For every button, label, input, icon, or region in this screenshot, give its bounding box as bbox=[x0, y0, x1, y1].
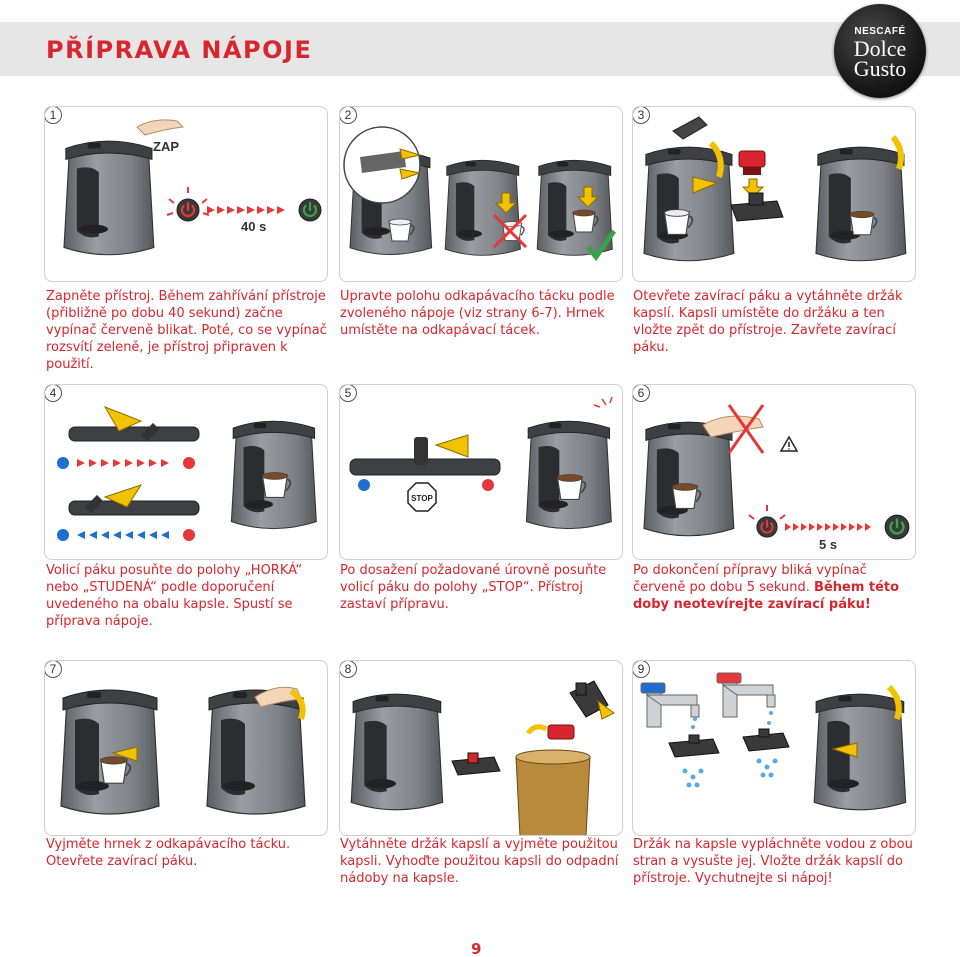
faucet-icon bbox=[717, 673, 775, 717]
machine-icon bbox=[351, 694, 442, 810]
step-number-2: 2 bbox=[339, 106, 357, 124]
used-capsule-icon bbox=[548, 725, 574, 739]
hot-indicator-icon bbox=[183, 529, 195, 541]
step-6-caption bbox=[633, 562, 917, 613]
faucet-icon bbox=[641, 683, 699, 727]
step-number-7: 7 bbox=[44, 660, 62, 678]
capsule-holder-icon bbox=[669, 729, 789, 757]
power-button-red-icon bbox=[749, 505, 785, 537]
step-9-caption: Držák na kapsle vypláchněte vodou z obou stran a vysušte jej. Vložte držák kapslí do přístroje. Vychutnejte si nápoj! bbox=[633, 837, 913, 886]
nescafe-dolce-gusto-logo bbox=[834, 4, 926, 98]
step-number-8: 8 bbox=[339, 660, 357, 678]
power-button-red-icon bbox=[167, 187, 209, 221]
arrow-icon bbox=[528, 727, 546, 733]
logo-line2: Gusto bbox=[853, 56, 907, 81]
on-label: ZAP bbox=[153, 139, 179, 154]
step-number-1: 1 bbox=[44, 106, 62, 124]
step-7-caption: Vyjměte hrnek z odkapávacího tácku. Otevřete zavírací páku. bbox=[46, 837, 291, 869]
step-number-5: 5 bbox=[339, 384, 357, 402]
power-button-green-icon bbox=[299, 199, 321, 221]
step-number-4: 4 bbox=[44, 384, 62, 402]
step-5-illustration bbox=[339, 384, 623, 560]
step-number-9: 9 bbox=[632, 660, 650, 678]
selector-lever-hot-icon bbox=[69, 427, 199, 441]
arrow-icon bbox=[436, 435, 468, 457]
capsule-holder-icon bbox=[731, 193, 783, 221]
hot-arrow-sequence-icon bbox=[77, 459, 169, 467]
step-2-illustration bbox=[339, 106, 623, 282]
step-1-illustration bbox=[44, 106, 328, 282]
blink-icon bbox=[594, 397, 612, 407]
step-7-illustration bbox=[44, 660, 328, 836]
step-3-caption: Otevřete zavírací páku a vytáhněte držák kapslí. Kapsli umístěte do držáku a ten vložte zpět do přístroje. Zavřete zavírací páku. bbox=[633, 289, 903, 355]
page-title: PŘÍPRAVA NÁPOJE bbox=[46, 36, 313, 64]
machine-icon bbox=[644, 422, 734, 536]
step-3-illustration bbox=[632, 106, 916, 282]
machine-icon bbox=[814, 694, 905, 810]
step-9-illustration bbox=[632, 660, 916, 836]
hot-indicator-icon bbox=[183, 457, 195, 469]
step-2-caption: Upravte polohu odkapávacího tácku podle zvoleného nápoje (viz strany 6-7). Hrnek umístěte na odkapávací tácek. bbox=[340, 289, 615, 338]
machine-icon bbox=[816, 147, 906, 261]
power-button-green-icon bbox=[885, 515, 909, 539]
step-6-caption-normal: Po dokončení přípravy bliká vypínač červeně po dobu 5 sekund. bbox=[633, 563, 867, 595]
step-5-caption: Po dosažení požadované úrovně posuňte volicí páku do polohy „STOP“. Přístroj zastaví přípravu. bbox=[340, 563, 607, 612]
cold-indicator-icon bbox=[57, 529, 69, 541]
cold-arrow-sequence-icon bbox=[77, 531, 169, 539]
stop-sign-icon bbox=[408, 483, 436, 511]
step-6-illustration bbox=[632, 384, 916, 560]
arrow-sequence-icon bbox=[207, 206, 285, 214]
logo-line1: Dolce bbox=[853, 36, 907, 61]
step-1-caption: Zapněte přístroj. Během zahřívání přístroje (přibližně po dobu 40 sekund) začne vypínač červeně blikat. Poté, co se vypínač rozsvítí zeleně, je přístroj připraven k použití. bbox=[46, 289, 327, 372]
time-40s-label: 40 s bbox=[241, 219, 267, 234]
waste-bin-icon bbox=[516, 750, 590, 836]
machine-icon bbox=[537, 160, 612, 255]
arrow-sequence-icon bbox=[785, 523, 871, 531]
cold-indicator-icon bbox=[57, 457, 69, 469]
step-number-6: 6 bbox=[632, 384, 650, 402]
machine-icon bbox=[64, 141, 154, 255]
machine-icon bbox=[61, 690, 159, 814]
machine-icon bbox=[207, 690, 305, 814]
capsule-icon bbox=[739, 151, 765, 175]
step-6-caption-warning: Během této doby neotevírejte zavírací páku! bbox=[633, 580, 900, 612]
cup-icon bbox=[503, 221, 524, 240]
svg-text:STOP: STOP bbox=[411, 494, 433, 503]
step-8-illustration bbox=[339, 660, 623, 836]
hot-indicator-icon bbox=[482, 479, 494, 491]
page-number: 9 bbox=[471, 940, 482, 957]
logo-brand: NESCAFÉ bbox=[854, 26, 906, 37]
step-number-3: 3 bbox=[632, 106, 650, 124]
time-5s-label: 5 s bbox=[819, 537, 838, 552]
hand-icon bbox=[137, 120, 183, 135]
capsule-holder-used-icon bbox=[452, 753, 500, 775]
cold-indicator-icon bbox=[358, 479, 370, 491]
step-4-caption: Volicí páku posuňte do polohy „HORKÁ“ nebo „STUDENÁ“ podle doporučení uvedeného na obalu kapsle. Spustí se příprava nápoje. bbox=[46, 563, 303, 629]
step-8-caption: Vytáhněte držák kapslí a vyjměte použitou kapsli. Vyhoďte použitou kapsli do odpadní nádoby na kapsle. bbox=[340, 837, 619, 886]
warning-icon bbox=[781, 437, 797, 451]
step-4-illustration bbox=[44, 384, 328, 560]
